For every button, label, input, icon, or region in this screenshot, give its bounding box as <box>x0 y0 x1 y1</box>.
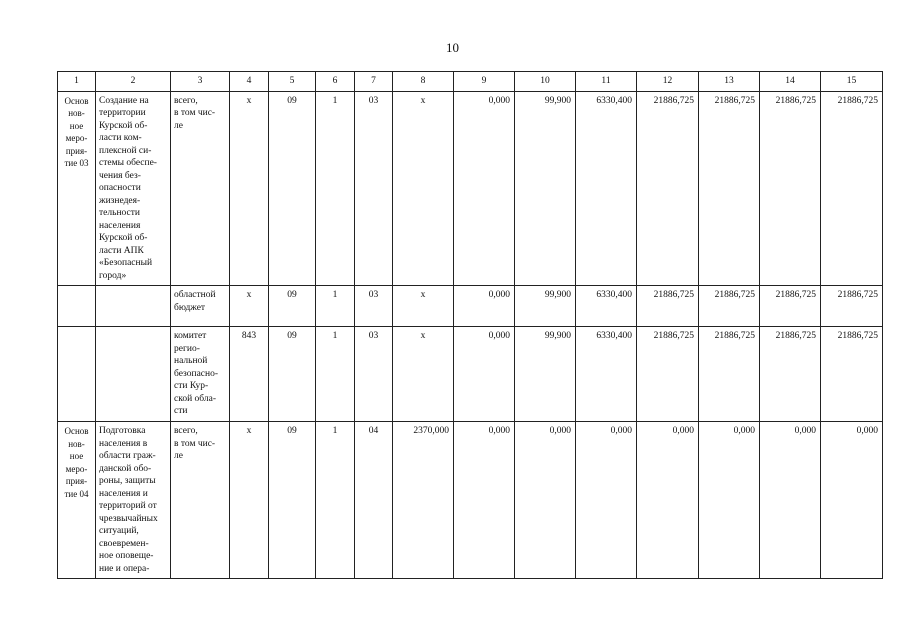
page-number: 10 <box>446 40 459 55</box>
rzpr-cell: 09 <box>269 286 316 327</box>
value-cell: 99,900 <box>515 91 576 286</box>
grbs-cell: х <box>230 286 269 327</box>
measure-cell: Основ нов- ное меро- прия- тие 04 <box>58 422 96 579</box>
value-cell: 0,000 <box>515 422 576 579</box>
header-cell: 10 <box>515 72 576 92</box>
header-cell: 2 <box>96 72 171 92</box>
header-cell: 8 <box>393 72 454 92</box>
value-cell: 21886,725 <box>637 91 699 286</box>
value-cell: 99,900 <box>515 286 576 327</box>
grbs-cell: 843 <box>230 327 269 422</box>
header-row <box>58 72 883 92</box>
value-cell: 6330,400 <box>576 91 637 286</box>
source-cell: всего, в том чис- ле <box>171 422 230 579</box>
table-row <box>58 422 883 579</box>
code-cell: 1 <box>316 91 355 286</box>
value-cell: х <box>393 286 454 327</box>
value-cell: 21886,725 <box>637 286 699 327</box>
value-cell: 6330,400 <box>576 327 637 422</box>
header-cell: 4 <box>230 72 269 92</box>
value-cell: 0,000 <box>454 286 515 327</box>
measure-name-cell: Создание на территории Курской об- ласти ком- плексной си- стемы обеспе- чения без- опасности жизнедея- тельности населения Курской об- ласти АПК «Безопасный город» <box>96 91 171 286</box>
value-cell: 0,000 <box>699 422 760 579</box>
header-cell: 11 <box>576 72 637 92</box>
value-cell: 6330,400 <box>576 286 637 327</box>
rzpr-cell: 09 <box>269 422 316 579</box>
value-cell: 21886,725 <box>821 327 883 422</box>
value-cell: 21886,725 <box>699 327 760 422</box>
table-row <box>58 286 883 327</box>
value-cell: х <box>393 327 454 422</box>
table-row <box>58 327 883 422</box>
header-cell: 6 <box>316 72 355 92</box>
value-cell: 0,000 <box>454 327 515 422</box>
code-cell: 03 <box>355 91 393 286</box>
code-cell: 04 <box>355 422 393 579</box>
measure-name-cell <box>96 327 171 422</box>
code-cell: 03 <box>355 286 393 327</box>
value-cell: 0,000 <box>821 422 883 579</box>
grbs-cell: х <box>230 422 269 579</box>
measure-name-cell: Подготовка населения в области граж- данской обо- роны, защиты населения и территорий от чрезвычайных ситуаций, своевремен- ное оповеще- ние и опера- <box>96 422 171 579</box>
header-cell: 5 <box>269 72 316 92</box>
value-cell: 0,000 <box>454 91 515 286</box>
value-cell: 21886,725 <box>760 327 821 422</box>
header-cell: 9 <box>454 72 515 92</box>
value-cell: 0,000 <box>454 422 515 579</box>
value-cell: 21886,725 <box>760 286 821 327</box>
header-cell: 15 <box>821 72 883 92</box>
header-cell: 12 <box>637 72 699 92</box>
code-cell: 1 <box>316 327 355 422</box>
rzpr-cell: 09 <box>269 91 316 286</box>
value-cell: 0,000 <box>760 422 821 579</box>
value-cell: 21886,725 <box>699 91 760 286</box>
measure-name-cell <box>96 286 171 327</box>
value-cell: 21886,725 <box>821 91 883 286</box>
header-cell: 7 <box>355 72 393 92</box>
value-cell: 21886,725 <box>760 91 821 286</box>
grbs-cell: х <box>230 91 269 286</box>
source-cell: областной бюджет <box>171 286 230 327</box>
code-cell: 1 <box>316 422 355 579</box>
header-cell: 1 <box>58 72 96 92</box>
measure-cell <box>58 327 96 422</box>
code-cell: 03 <box>355 327 393 422</box>
measure-cell: Основ нов- ное меро- прия- тие 03 <box>58 91 96 286</box>
budget-table <box>57 71 883 579</box>
header-cell: 13 <box>699 72 760 92</box>
table-row <box>58 91 883 286</box>
value-cell: 21886,725 <box>637 327 699 422</box>
value-cell: 0,000 <box>637 422 699 579</box>
source-cell: всего, в том чис- ле <box>171 91 230 286</box>
value-cell: х <box>393 91 454 286</box>
header-cell: 3 <box>171 72 230 92</box>
measure-cell <box>58 286 96 327</box>
value-cell: 2370,000 <box>393 422 454 579</box>
value-cell: 21886,725 <box>699 286 760 327</box>
source-cell: комитет регио- нальной безопасно- сти Кур- ской обла- сти <box>171 327 230 422</box>
header-cell: 14 <box>760 72 821 92</box>
value-cell: 0,000 <box>576 422 637 579</box>
value-cell: 21886,725 <box>821 286 883 327</box>
value-cell: 99,900 <box>515 327 576 422</box>
code-cell: 1 <box>316 286 355 327</box>
rzpr-cell: 09 <box>269 327 316 422</box>
